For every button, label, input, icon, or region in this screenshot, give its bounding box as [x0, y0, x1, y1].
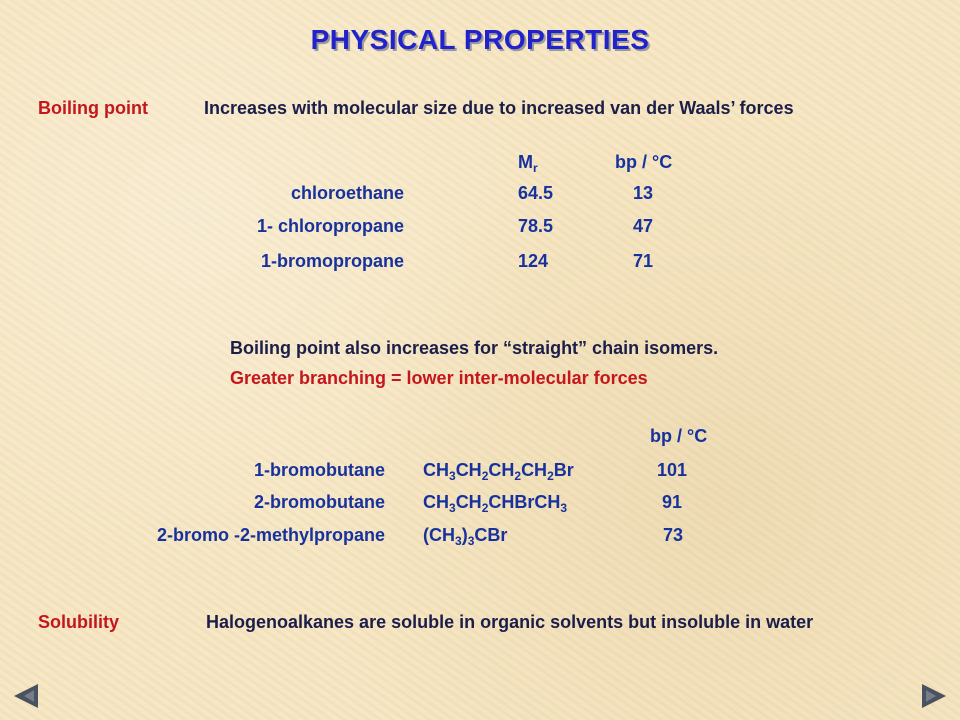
- bp-row-name: 1- chloropropane: [256, 216, 404, 236]
- formula-subscript: 2: [481, 501, 489, 515]
- header-bp: bp / °C: [615, 152, 673, 172]
- bp-row-bp: 71: [633, 251, 654, 271]
- header-mr-main: M: [518, 152, 533, 172]
- bp-row-name: chloroethane: [290, 183, 404, 203]
- formula-subscript: 3: [449, 469, 456, 483]
- isomer-row-name: 1-bromobutane: [253, 460, 385, 480]
- next-slide-icon[interactable]: [922, 684, 946, 708]
- formula-subscript: 3: [449, 501, 456, 515]
- formula-part: CH: [455, 460, 482, 480]
- solubility-label: Solubility: [38, 612, 119, 632]
- isomer-row-formula: [423, 460, 574, 481]
- formula-subscript: 2: [514, 469, 522, 483]
- formula-part: CH: [521, 460, 548, 480]
- formula-part: CH: [455, 492, 482, 512]
- isomer-header-bp: bp / °C: [650, 426, 708, 446]
- formula-subscript: 3: [455, 534, 462, 548]
- formula-part: CHBrCH: [488, 492, 561, 512]
- isomer-row-formula: [423, 525, 507, 546]
- page-title: PHYSICAL PROPERTIES: [310, 24, 650, 55]
- formula-subscript: 3: [467, 534, 475, 548]
- formula-subscript: 2: [547, 469, 554, 483]
- formula-part: (CH: [423, 525, 455, 545]
- formula-subscript: 3: [560, 501, 568, 515]
- formula-part: CH: [423, 492, 449, 512]
- bp-row-mr: 64.5: [518, 183, 554, 203]
- branching-note: Greater branching = lower inter-molecular forces: [230, 368, 648, 388]
- isomer-row-bp: 101: [657, 460, 688, 480]
- formula-subscript: 2: [481, 469, 489, 483]
- formula-part: ): [461, 525, 468, 545]
- bp-row-mr: 78.5: [518, 216, 554, 236]
- boiling-point-label: Boiling point: [38, 98, 148, 118]
- header-mr-sub: r: [533, 161, 538, 175]
- boiling-point-description: Increases with molecular size due to increased van der Waals’ forces: [204, 98, 794, 118]
- previous-slide-icon[interactable]: [14, 684, 38, 708]
- bp-row-bp: 13: [633, 183, 654, 203]
- formula-part: CH: [423, 460, 449, 480]
- bp-row-bp: 47: [633, 216, 654, 236]
- bp-row-name: 1-bromopropane: [260, 251, 404, 271]
- isomer-row-name: 2-bromo -2-methylpropane: [156, 525, 385, 545]
- formula-part: CH: [488, 460, 515, 480]
- solubility-description: Halogenoalkanes are soluble in organic solvents but insoluble in water: [206, 612, 814, 632]
- isomer-note: Boiling point also increases for “straight” chain isomers.: [230, 338, 719, 358]
- formula-part: Br: [553, 460, 574, 480]
- isomer-row-formula: [423, 492, 567, 513]
- header-mr: [518, 152, 538, 173]
- isomer-row-bp: 91: [662, 492, 683, 512]
- isomer-row-name: 2-bromobutane: [253, 492, 385, 512]
- isomer-row-bp: 73: [663, 525, 684, 545]
- formula-part: CBr: [474, 525, 508, 545]
- bp-row-mr: 124: [518, 251, 549, 271]
